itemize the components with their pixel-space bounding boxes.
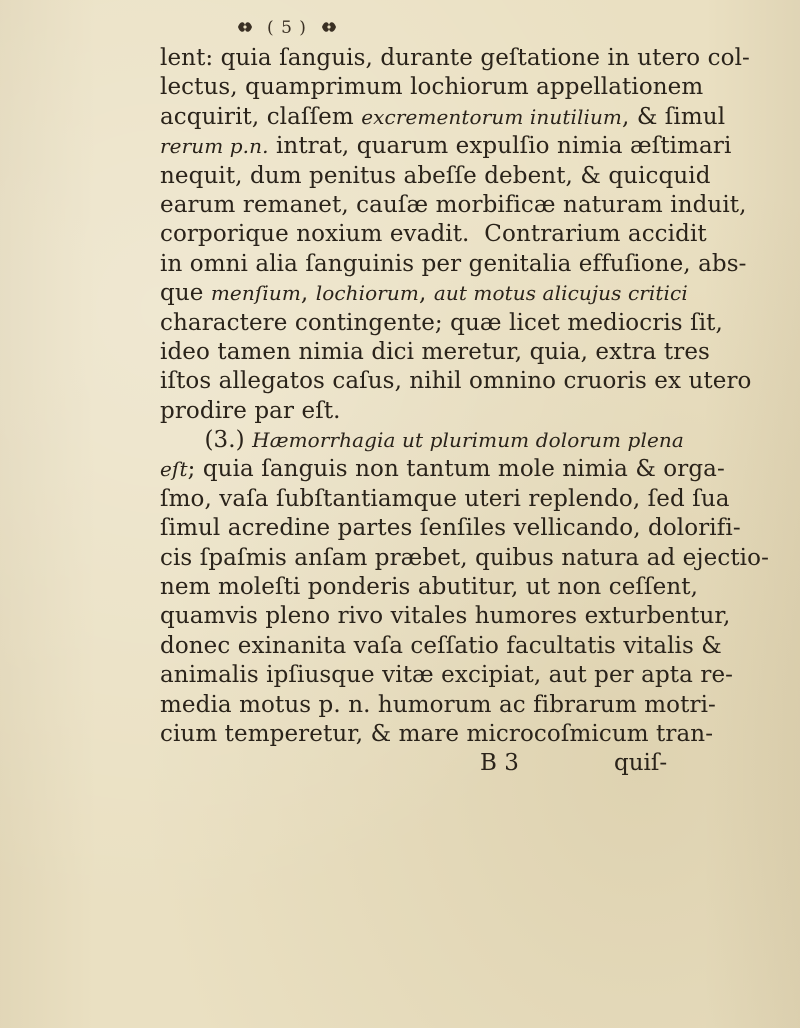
ornament-right-icon — [320, 19, 338, 35]
text-line — [160, 250, 747, 279]
text-segment: donec exinanita vaſa ceſſatio facultatis vitalis & — [160, 632, 722, 659]
text-segment: iſtos allegatos caſus, nihil omnino cruoris ex utero — [160, 368, 752, 395]
text-segment: prodire par eſt. — [160, 397, 341, 424]
body-text — [160, 44, 769, 778]
italic-text: menſium — [210, 281, 301, 306]
italic-text: lochiorum — [315, 281, 419, 306]
text-line — [160, 191, 747, 220]
text-line — [160, 220, 720, 249]
text-segment: lent: quia ſanguis, durante geſtatione in utero col- — [160, 45, 750, 71]
text-line — [160, 573, 720, 602]
text-segment: media motus p. n. humorum ac fibrarum motri- — [160, 691, 716, 718]
text-segment: lectus, quamprimum lochiorum appellationem — [160, 74, 704, 101]
text-segment: nem moleſti ponderis abutitur, ut non ceſſent, — [160, 574, 699, 601]
text-line — [160, 397, 720, 426]
text-segment: que — [160, 280, 211, 307]
text-segment: , & ſimul — [622, 103, 726, 130]
text-line — [160, 338, 720, 367]
ornament-left-icon — [236, 19, 254, 35]
text-line — [160, 132, 732, 161]
text-segment: intrat, quarum expulſio nimia æſtimari — [268, 133, 732, 160]
text-line — [160, 455, 725, 484]
text-line — [160, 632, 720, 661]
text-segment: animalis ipſiusque vitæ excipiat, aut per apta re- — [160, 662, 734, 689]
text-segment: , — [300, 280, 316, 307]
text-line — [160, 720, 720, 749]
text-line — [160, 44, 750, 73]
text-segment: nequit, dum penitus abeſſe debent, & quicquid — [160, 162, 711, 189]
text-segment: cis ſpaſmis anſam præbet, quibus natura ad ejectio- — [160, 544, 769, 571]
text-line — [160, 162, 720, 191]
text-line — [160, 367, 752, 396]
text-line — [160, 602, 731, 631]
text-line — [160, 544, 769, 573]
text-segment: acquirit, claſſem — [160, 103, 362, 130]
text-line — [160, 514, 741, 543]
text-segment: earum remanet, cauſæ morbificæ naturam induit, — [160, 191, 747, 218]
italic-text: eſt — [160, 457, 188, 482]
signature-mark: B 3 — [480, 750, 519, 777]
running-header — [236, 16, 436, 38]
text-segment: ideo tamen nimia dici meretur, quia, extra tres — [160, 338, 710, 365]
text-line — [160, 691, 720, 720]
text-segment: ſimul acredine partes ſenſiles vellicando, dolorifi- — [160, 515, 741, 542]
text-line — [160, 661, 734, 690]
page-number: ( 5 ) — [267, 18, 307, 38]
text-line — [160, 279, 720, 308]
text-line — [160, 73, 720, 102]
text-segment: in omni alia ſanguinis per genitalia effuſione, abs- — [160, 250, 747, 277]
italic-text: Hæmorrhagia ut plurimum dolorum plena — [252, 428, 684, 453]
text-segment: quamvis pleno rivo vitales humores exturbentur, — [160, 603, 731, 630]
text-segment: cium temperetur, & mare microcoſmicum tran- — [160, 720, 714, 747]
italic-text: excrementorum inutilium — [361, 104, 622, 129]
text-segment: ſmo, vaſa ſubſtantiamque uteri replendo, ſed ſua — [160, 485, 730, 512]
text-segment: ; quia ſanguis non tantum mole nimia & orga- — [187, 456, 725, 483]
catchword: quiſ- — [614, 750, 668, 777]
text-segment: , — [418, 280, 434, 307]
text-segment: charactere contingente; quæ licet mediocris ſit, — [160, 309, 723, 336]
text-segment: (3.) — [160, 427, 253, 454]
text-segment: corporique noxium evadit. Contrarium accidit — [160, 221, 707, 248]
text-line — [160, 426, 720, 455]
text-line — [160, 309, 723, 338]
italic-text: rerum p.n. — [160, 134, 269, 159]
text-line — [160, 485, 730, 514]
page-footer — [160, 749, 720, 778]
text-line — [160, 103, 726, 132]
italic-text: aut motus alicujus critici — [433, 281, 688, 306]
